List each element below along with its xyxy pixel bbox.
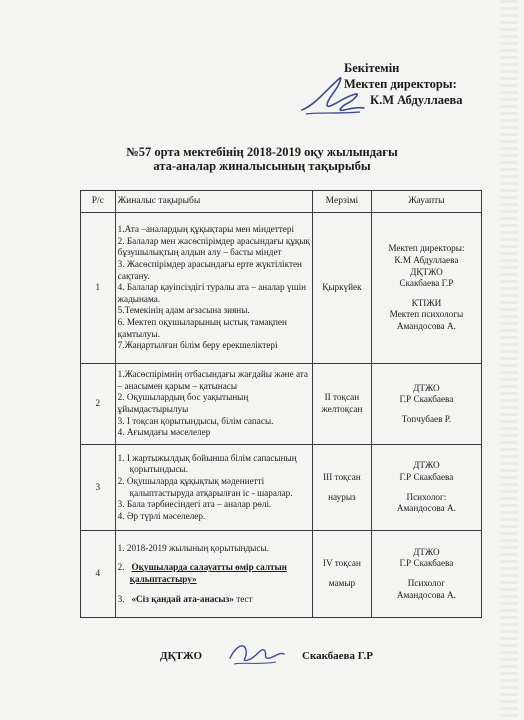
document-title: №57 орта мектебінің 2018-2019 оқу жылындағы <box>126 145 398 159</box>
responsible-line: Психолог: <box>406 491 447 502</box>
topic-item: 4. Әр түрлі мәселелер. <box>117 510 206 521</box>
topic-item: 2. Оқушылардың бос уақытының ұйымдастырылуы <box>117 392 249 414</box>
spacer <box>118 554 310 562</box>
term-text: Қыркүйек <box>322 282 362 293</box>
table-row <box>81 364 482 445</box>
topic-item: 3. Жасөспірімдер арасындағы ерте жүктіліктен сақтану. <box>117 259 302 281</box>
term-text: наурыз <box>328 491 356 502</box>
topic-item: 3. І тоқсан қорытындысы, білім сапасы. <box>117 415 274 426</box>
topic-text: «Сіз қандай ата-анасыз» <box>131 593 234 604</box>
responsible-line: Мектеп психологы <box>389 309 464 320</box>
topic-item: 1.Ата –аналардың құқықтары мен міндеттері <box>117 224 295 235</box>
responsible-line: Амандосова А. <box>396 503 456 514</box>
table-header-row <box>81 191 482 213</box>
row-term <box>313 213 372 364</box>
topic-item: 1. 2018-2019 жылының қорытындысы. <box>117 542 269 553</box>
topic-item: 1. І жартыжылдық бойынша білім сапасының қорытындысы. <box>117 452 297 475</box>
table-row <box>81 531 482 618</box>
row-num: 2 <box>81 364 116 445</box>
responsible-line: Мектеп директоры: <box>388 243 465 254</box>
topic-text: Оқушыларда салауатты өмір салтын қалыптастыру» <box>129 562 287 584</box>
term-text: ІІ тоқсан <box>324 392 360 403</box>
topic-item: 1.Жасөспірімнің отбасындағы жағдайы және ата – анасымен қарым – қатынасы <box>117 369 308 391</box>
responsible-line: Скакбаева Г.Р <box>399 278 454 289</box>
approval-block <box>344 60 463 108</box>
topic-item: 5.Темекінің адам ағзасына зияны. <box>117 305 250 316</box>
topic-item <box>118 594 310 606</box>
approval-position: Мектеп директоры: <box>344 77 457 91</box>
term-text: мамыр <box>328 578 356 588</box>
topic-number: 2. <box>117 562 125 573</box>
row-responsible <box>371 531 481 618</box>
term-text: ІV тоқсан <box>322 558 361 569</box>
spacer <box>374 570 479 578</box>
responsible-line: ДТЖО <box>413 546 440 557</box>
responsible-line: К.М Абдуллаева <box>394 255 459 266</box>
spacer <box>118 586 310 594</box>
row-topics <box>115 445 312 531</box>
header-responsible: Жауапты <box>371 191 481 213</box>
row-term <box>313 531 372 618</box>
scan-edge <box>500 0 518 720</box>
meetings-table <box>80 190 482 618</box>
row-responsible <box>371 445 481 531</box>
spacer <box>374 290 479 298</box>
responsible-line: Г.Р Скакбаева <box>399 394 454 405</box>
topic-item: 7.Жаңартылған білім беру ерекшеліктері <box>117 340 278 351</box>
deputy-signature <box>226 638 288 668</box>
responsible-line: ДҚТЖО <box>410 266 443 277</box>
topic-suffix: тест <box>233 593 253 604</box>
responsible-line: КТІЖИ <box>411 297 442 308</box>
footer-position: ДҚТЖО <box>160 650 203 662</box>
responsible-line: Топчубаев Р. <box>401 413 452 424</box>
row-responsible <box>371 364 481 445</box>
row-topics <box>115 531 312 618</box>
approval-heading: Бекітемін <box>344 61 400 75</box>
topic-item <box>118 562 310 585</box>
responsible-line: Г.Р Скакбаева <box>399 471 454 482</box>
responsible-line: Психолог <box>407 578 446 588</box>
footer-name: Скакбаева Г.Р <box>302 650 373 662</box>
document-subtitle: ата-аналар жиналысының тақырыбы <box>153 159 371 173</box>
topic-item: 2. Оқушыларда құқықтық мәдениетті қалыптастыруда атқарылған іс - шаралар. <box>117 475 293 498</box>
row-num: 4 <box>81 531 116 618</box>
row-term <box>313 364 372 445</box>
table-row <box>81 213 482 364</box>
row-topics <box>115 364 312 445</box>
topic-item: 2. Балалар мен жасөспірімдер арасындағы құқық бұзушылықтың алдын алу – басты міндет <box>117 235 311 258</box>
spacer <box>374 406 479 414</box>
row-term <box>313 445 372 531</box>
responsible-line: Амандосова А. <box>396 589 456 600</box>
topic-item: 3. Бала тәрбиесіндегі ата – аналар рөлі. <box>117 499 272 510</box>
topic-number: 3. <box>117 593 125 604</box>
spacer <box>374 484 479 492</box>
responsible-line: Г.Р Скакбаева <box>399 558 454 569</box>
term-text: желтоқсан <box>321 404 363 414</box>
header-num: Р/с <box>81 191 116 213</box>
term-text: ІІІ тоқсан <box>323 471 361 482</box>
row-num: 3 <box>81 445 116 531</box>
row-topics <box>115 213 312 364</box>
responsible-line: ДТЖО <box>413 460 440 471</box>
topic-item: 6. Мектеп оқушыларының ыстық тамақпен қамтылуы. <box>117 316 287 339</box>
responsible-line: Амандосова А. <box>396 320 456 331</box>
approval-name: К.М Абдуллаева <box>370 93 463 107</box>
header-term: Мерзімі <box>313 191 372 213</box>
table-row <box>81 445 482 531</box>
row-num: 1 <box>81 213 116 364</box>
topic-item: 4. Балалар қауіпсіздігі туралы ата – аналар үшін жадынама. <box>117 282 307 304</box>
header-topic: Жиналыс тақырыбы <box>115 191 312 213</box>
spacer <box>315 570 369 578</box>
topic-item: 4. Ағымдағы мәселелер <box>117 427 211 438</box>
row-responsible <box>371 213 481 364</box>
spacer <box>315 484 369 492</box>
responsible-line: ДТЖО <box>413 382 440 393</box>
